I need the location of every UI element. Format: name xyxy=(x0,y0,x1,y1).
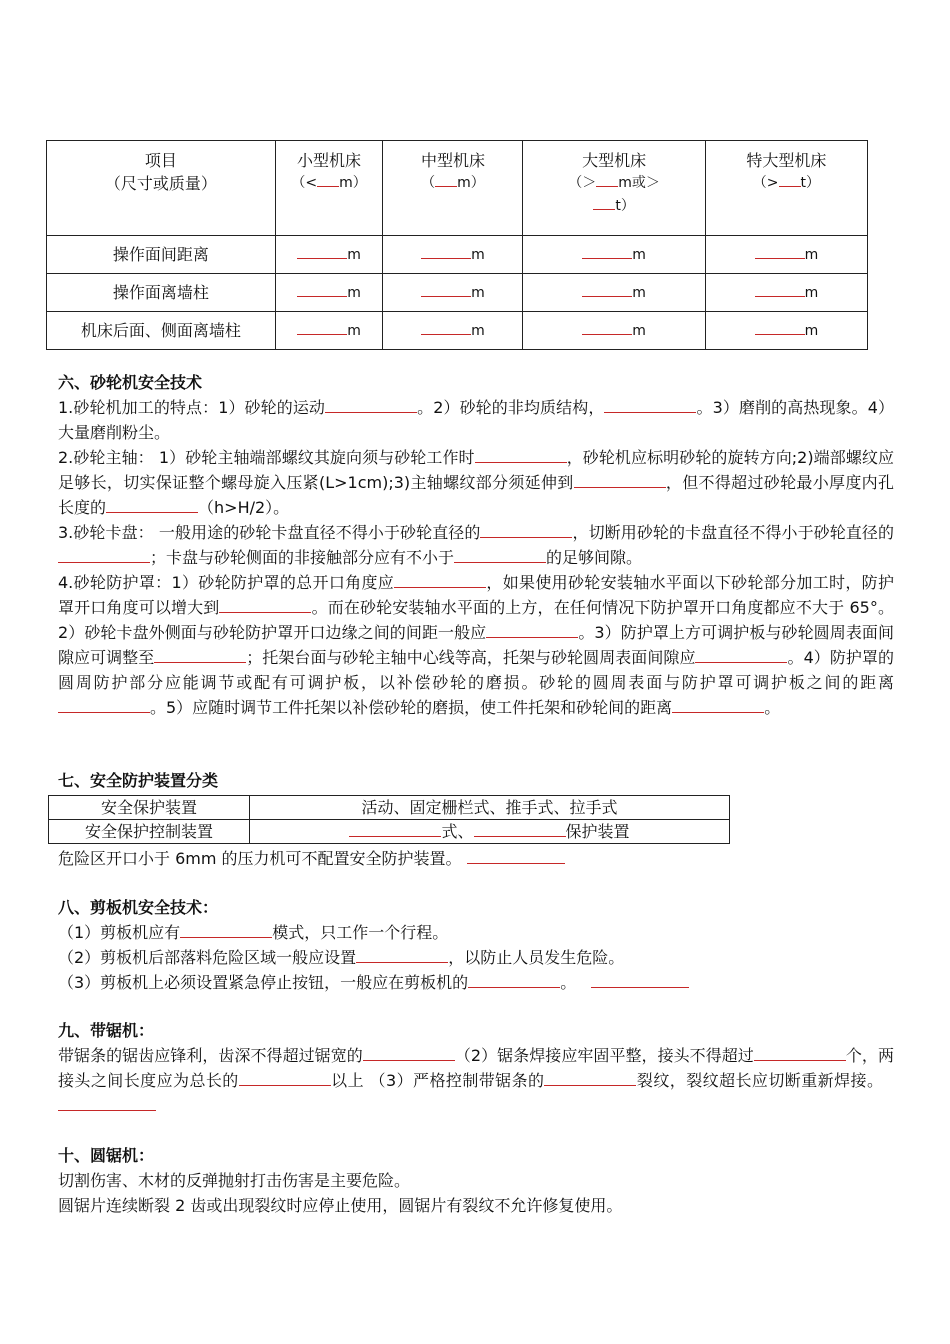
fill-blank xyxy=(582,320,632,335)
machine-spacing-table xyxy=(46,140,868,350)
fill-blank xyxy=(421,282,471,297)
fill-blank xyxy=(755,320,805,335)
table-row: 安全保护装置 活动、固定栅栏式、推手式、拉手式 xyxy=(49,796,730,820)
section-title: 九、带锯机： xyxy=(58,1021,155,1040)
protection-device-table xyxy=(48,795,730,844)
fill-blank xyxy=(582,282,632,297)
fill-blank xyxy=(297,244,347,259)
paragraph: 带锯条的锯齿应锋利，齿深不得超过锯宽的 （2）锯条焊接应牢固平整，接头不得超过 个，两接头之间长度应为总长的 以上 （3）严格控制带锯条的 裂纹，裂纹超长应切断重新焊接。 xyxy=(58,1043,894,1118)
fill-blank xyxy=(755,282,805,297)
fill-blank xyxy=(297,320,347,335)
table-header-row xyxy=(47,141,868,236)
paragraph: 1.砂轮机加工的特点：1）砂轮的运动 。2）砂轮的非均质结构， 。3）磨削的高热现象。4）大量磨削粉尘。 xyxy=(58,398,894,442)
section-protection-devices xyxy=(58,768,894,871)
list-item: （3）剪板机上必须设置紧急停止按钮，一般应在剪板机的 。 xyxy=(58,970,894,995)
list-item: （2）剪板机后部落料危险区域一般应设置 ，以防止人员发生危险。 xyxy=(58,948,625,967)
table-row: 机床后面、侧面离墙柱 m m m m xyxy=(47,312,868,350)
section-title: 七、安全防护装置分类 xyxy=(58,771,219,790)
note: 危险区开口小于 6mm 的压力机可不配置安全防护装置。 xyxy=(58,846,894,871)
section-shearing-machine xyxy=(58,895,894,995)
table-row: 操作面间距离 m m m m xyxy=(47,236,868,274)
section-title: 八、剪板机安全技术： xyxy=(58,898,219,917)
row-label: 操作面离墙柱 xyxy=(47,274,276,312)
fill-blank xyxy=(582,244,632,259)
header-medium-machine: 中型机床 （ m） xyxy=(383,141,523,236)
section-band-saw xyxy=(58,1018,894,1118)
row-label: 机床后面、侧面离墙柱 xyxy=(47,312,276,350)
fill-blank xyxy=(421,320,471,335)
paragraph: 切割伤害、木材的反弹抛射打击伤害是主要危险。 xyxy=(58,1171,411,1190)
section-circular-saw xyxy=(58,1143,894,1218)
table-row: 安全保护控制装置 式、 保护装置 xyxy=(49,820,730,844)
section-title: 十、圆锯机： xyxy=(58,1146,155,1165)
paragraph: 2.砂轮主轴： 1）砂轮主轴端部螺纹其旋向须与砂轮工作时 ，砂轮机应标明砂轮的旋转方向;2)端部螺纹应足够长，切实保证整个螺母旋入压紧(L>1cm);3)主轴螺纹部分须延伸到 ，但不得超过砂轮最小厚度内孔长度的 （h>H/2）。 xyxy=(58,448,894,517)
list-item: （1）剪板机应有 模式，只工作一个行程。 xyxy=(58,923,449,942)
header-small-machine: 小型机床 （< m） xyxy=(275,141,383,236)
fill-blank xyxy=(297,282,347,297)
header-large-machine: 大型机床 （＞ m或＞ t） xyxy=(523,141,705,236)
paragraph: 4.砂轮防护罩：1）砂轮防护罩的总开口角度应 ，如果使用砂轮安装轴水平面以下砂轮部分加工时，防护罩开口角度可以增大到 。而在砂轮安装轴水平面的上方，在任何情况下防护罩开口角度都应不大于 65°。 2）砂轮卡盘外侧面与砂轮防护罩开口边缘之间的间距一般应 。3）防护罩上方可调护板与砂轮圆周表面间隙应可调整至 ；托架台面与砂轮主轴中心线等高，托架与砂轮圆周表面间隙应 。4）防护罩的圆周防护部分应能调节或配有可调护板，以补偿砂轮的磨损。砂轮的圆周表面与防护罩可调护板之间的距离。5）应随时调节工件托架以补偿砂轮的磨损，使工件托架和砂轮间的距离 。 xyxy=(58,573,894,717)
header-item: 项目 （尺寸或质量） xyxy=(47,141,276,236)
table-row: 操作面离墙柱 m m m m xyxy=(47,274,868,312)
section-grinder xyxy=(58,370,894,720)
paragraph: 圆锯片连续断裂 2 齿或出现裂纹时应停止使用，圆锯片有裂纹不允许修复使用。 xyxy=(58,1196,623,1215)
row-label: 操作面间距离 xyxy=(47,236,276,274)
header-xlarge-machine: 特大型机床 （> t） xyxy=(705,141,867,236)
paragraph: 3.砂轮卡盘： 一般用途的砂轮卡盘直径不得小于砂轮直径的 ，切断用砂轮的卡盘直径不得小于砂轮直径的；卡盘与砂轮侧面的非接触部分应有不小于 的足够间隙。 xyxy=(58,523,894,567)
fill-blank xyxy=(755,244,805,259)
fill-blank xyxy=(421,244,471,259)
section-title: 六、砂轮机安全技术 xyxy=(58,373,203,392)
